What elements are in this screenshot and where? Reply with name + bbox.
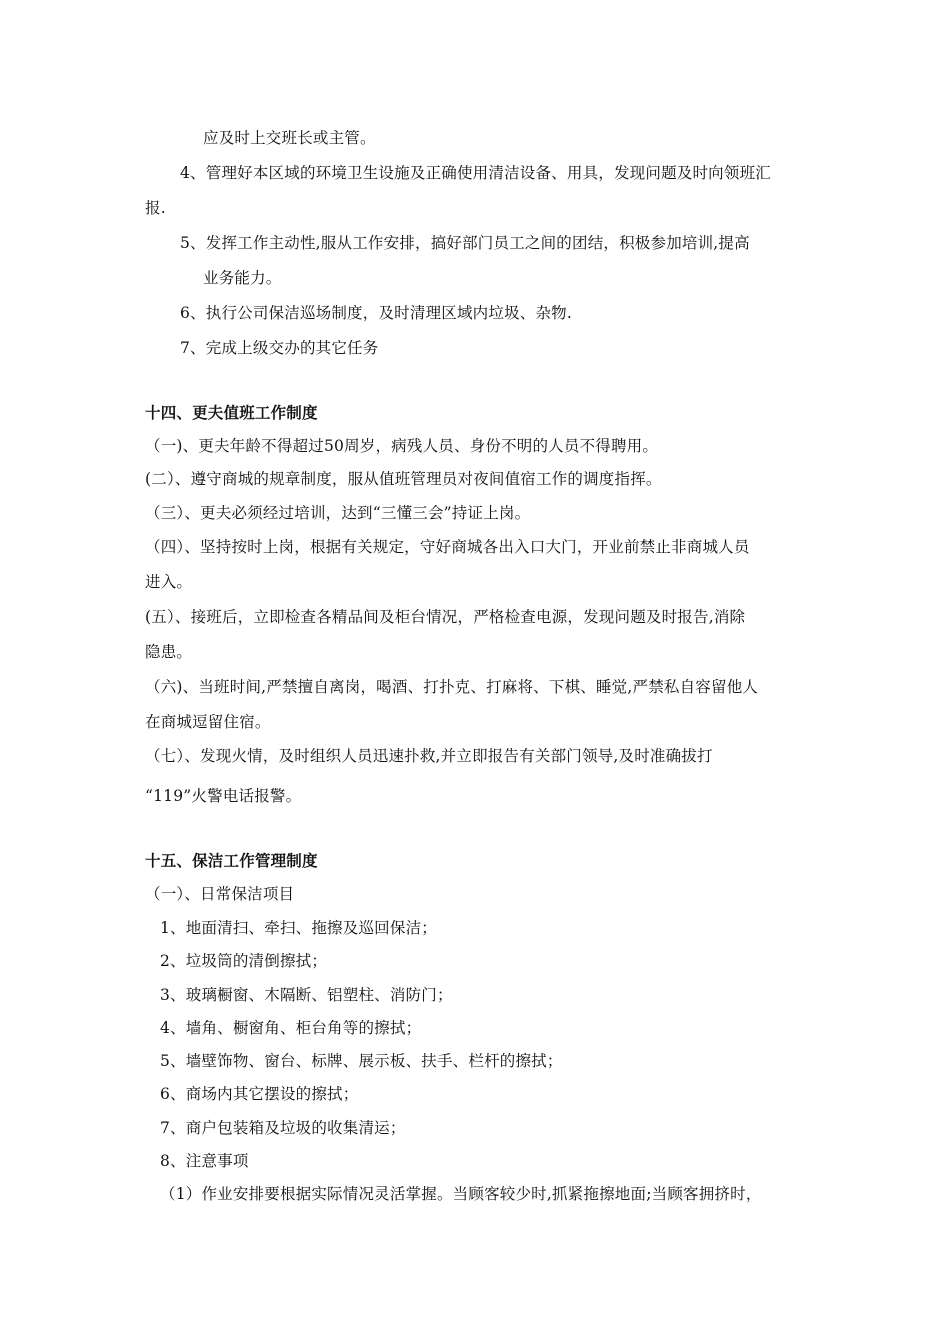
section-15-line-10: （1）作业安排要根据实际情况灵活掌握。当顾客较少时,抓紧拖擦地面;当顾客拥挤时，: [160, 1185, 762, 1203]
section-15-line-7: 6、商场内其它摆设的擦拭；: [160, 1085, 359, 1103]
intro-line-7: 7、完成上级交办的其它任务: [180, 339, 379, 357]
section-14-line-9: 在商城逗留住宿。: [145, 713, 271, 731]
section-14-line-1: （一)、更夫年龄不得超过50周岁，病残人员、身份不明的人员不得聘用。: [145, 437, 659, 455]
section-14-line-8: （六)、当班时间,严禁擅自离岗，喝酒、打扑克、打麻将、下棋、睡觉,严禁私自容留他人: [145, 678, 759, 696]
section-15-line-3: 2、垃圾筒的清倒擦拭；: [160, 952, 328, 970]
intro-line-2: 4、管理好本区域的环境卫生设施及正确使用清洁设备、用具，发现问题及时向领班汇: [180, 164, 771, 182]
intro-line-3: 报.: [145, 199, 166, 217]
section-15-line-5: 4、墙角、橱窗角、柜台角等的擦拭；: [160, 1019, 422, 1037]
intro-line-4: 5、发挥工作主动性,服从工作安排，搞好部门员工之间的团结，积极参加培训,提高: [180, 234, 750, 252]
section-15-line-2: 1、地面清扫、牵扫、拖擦及巡回保洁；: [160, 919, 437, 937]
section-15-line-9: 8、注意事项: [160, 1152, 249, 1170]
section-14-heading: 十四、更夫值班工作制度: [145, 403, 318, 422]
section-14-line-6: (五）、接班后，立即检查各精品间及柜台情况，严格检查电源，发现问题及时报告,消除: [145, 608, 746, 626]
section-14-line-10: （七）、发现火情，及时组织人员迅速扑救,并立即报告有关部门领导,及时准确拔打: [145, 747, 713, 765]
section-15-line-4: 3、玻璃橱窗、木隔断、铝塑柱、消防门；: [160, 986, 453, 1004]
intro-line-5: 业务能力。: [203, 269, 282, 287]
section-14-line-5: 进入。: [145, 573, 193, 591]
section-15-line-6: 5、墙壁饰物、窗台、标牌、展示板、扶手、栏杆的擦拭；: [160, 1052, 563, 1070]
section-14-line-3: （三）、更夫必须经过培训，达到“三懂三会”持证上岗。: [145, 504, 531, 522]
section-15-line-1: （一）、日常保洁项目: [145, 885, 295, 903]
section-15-line-8: 7、商户包装箱及垃圾的收集清运；: [160, 1119, 406, 1137]
section-15-heading: 十五、保洁工作管理制度: [145, 851, 318, 870]
intro-line-6: 6、执行公司保洁巡场制度，及时清理区域内垃圾、杂物.: [180, 304, 572, 322]
section-14-line-11: “119”火警电话报警。: [145, 787, 302, 805]
intro-line-1: 应及时上交班长或主管。: [203, 129, 376, 147]
section-14-line-7: 隐患。: [145, 643, 193, 661]
section-14-line-4: （四）、坚持按时上岗，根据有关规定，守好商城各出入口大门，开业前禁止非商城人员: [145, 538, 750, 556]
section-14-line-2: (二）、遵守商城的规章制度，服从值班管理员对夜间值宿工作的调度指挥。: [145, 470, 662, 488]
